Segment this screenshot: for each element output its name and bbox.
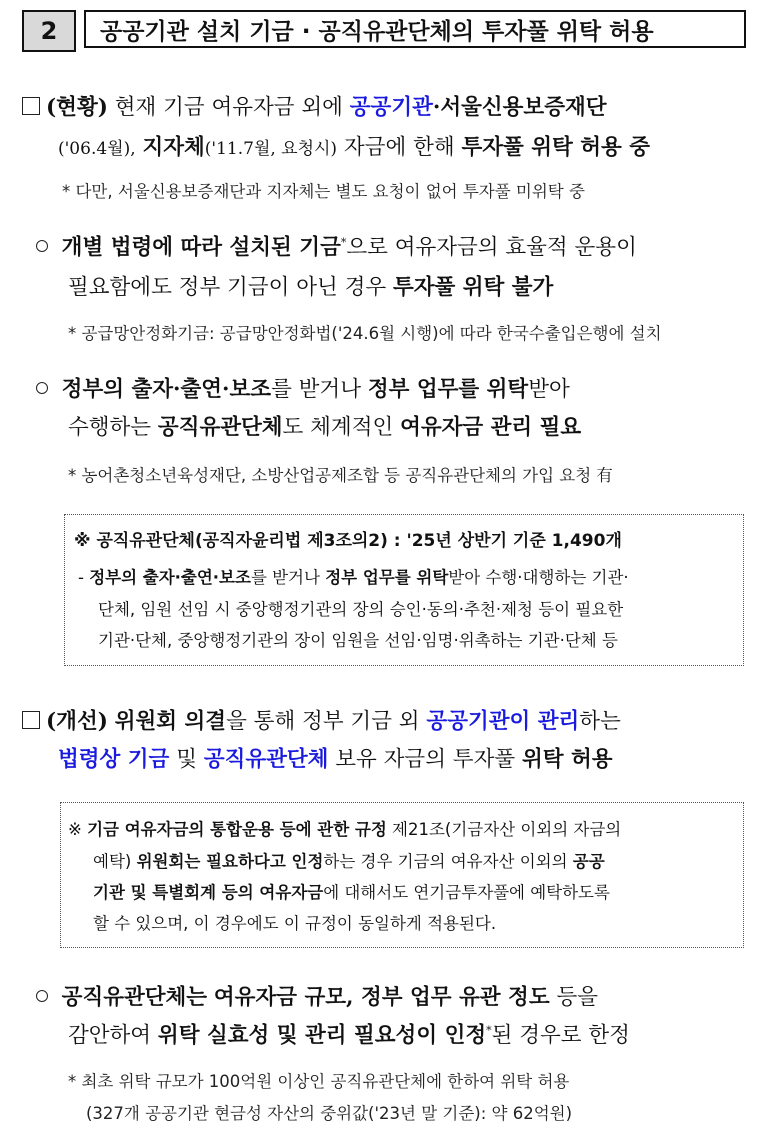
point2-text-3: 수행하는 xyxy=(68,415,152,440)
reform-text: 을 통해 정부 기금 외 xyxy=(226,709,420,734)
point2-bold-3: 공직유관단체 xyxy=(157,415,283,440)
box1-text: 를 받거나 xyxy=(250,568,320,587)
point3-text: 등을 xyxy=(556,985,598,1010)
point1-text-2: 필요함에도 정부 기금이 아닌 경우 xyxy=(68,275,387,300)
point2-bold-4: 여유자금 관리 필요 xyxy=(400,415,582,440)
point3-note-2: (327개 공공기관 현금성 자산의 중위값('23년 말 기준): 약 62억원) xyxy=(86,1104,573,1123)
point3-text-3: 된 경우로 한정 xyxy=(491,1023,630,1048)
point2-bold: 정부의 출자·출연·보조 xyxy=(61,377,272,402)
circle-bullet-icon xyxy=(36,990,48,1002)
reform-text-2: 하는 xyxy=(579,709,621,734)
box2-text-2: 예탁) xyxy=(93,852,132,871)
box2-text-4: 에 대해서도 연기금투자풀에 예탁하도록 xyxy=(323,883,610,902)
point1-bold: 개별 법령에 따라 설치된 기금 xyxy=(61,235,341,260)
date-text: ('06.4월), xyxy=(58,139,136,159)
current-note: * 다만, 서울신용보증재단과 지자체는 별도 요청이 없어 투자풀 미위탁 중 xyxy=(62,182,585,201)
box2-line-2 xyxy=(93,848,605,872)
reform-text-3: 보유 자금의 투자풀 xyxy=(335,747,516,772)
box2-line-1 xyxy=(68,816,621,840)
highlight-public-related: 공직유관단체 xyxy=(203,747,329,772)
dash-marker: - xyxy=(78,568,90,587)
circle-bullet-icon xyxy=(36,240,48,252)
box1-bold: 정부의 출자·출연·보조 xyxy=(89,568,251,587)
point3-note-1: * 최초 위탁 규모가 100억원 이상인 공직유관단체에 한하여 위탁 허용 xyxy=(68,1072,570,1091)
reform-label: (개선) xyxy=(46,709,108,734)
box2-line-3 xyxy=(93,879,610,903)
current-bold: ·서울신용보증재단 xyxy=(432,95,607,120)
point2-line-2 xyxy=(68,410,581,441)
current-text-2: 자금에 한해 xyxy=(343,135,455,160)
highlight-public-managed: 공공기관이 관리 xyxy=(426,709,580,734)
reform-and: 및 xyxy=(176,747,197,772)
reform-bold: 위원회 의결 xyxy=(114,709,227,734)
local-gov-text: 지자체 xyxy=(142,135,205,160)
box1-line-1 xyxy=(78,564,629,588)
point2-line-1 xyxy=(36,372,570,403)
box2-text-3: 하는 경우 기금의 여유자산 이외의 xyxy=(323,852,568,871)
current-bold-2: 투자풀 위탁 허용 중 xyxy=(461,135,651,160)
point2-text: 를 받거나 xyxy=(271,377,361,402)
point3-text-2: 감안하여 xyxy=(68,1023,152,1048)
current-text: 현재 기금 여유자금 외에 xyxy=(114,95,343,120)
point1-line-1 xyxy=(36,230,637,261)
reference-mark: ※ xyxy=(68,820,82,839)
date-text-2: ('11.7월, 요청시) xyxy=(204,139,338,159)
footnote-mark: * xyxy=(486,1023,492,1037)
box2-bold-3: 공공 xyxy=(572,852,605,871)
box2-bold-4: 기관 및 특별회계 등의 여유자금 xyxy=(93,883,324,902)
point3-bold: 공직유관단체는 xyxy=(61,985,208,1010)
box1-line-2: 단체, 임원 선임 시 중앙행정기관의 장의 승인·동의·추천·제청 등이 필요한 xyxy=(98,600,624,619)
point1-text: 으로 여유자금의 효율적 운용이 xyxy=(346,235,637,260)
current-label: (현황) xyxy=(46,95,108,120)
point3-bold-2: 여유자금 규모, 정부 업무 유관 정도 xyxy=(213,985,550,1010)
highlight-statutory-fund: 법령상 기금 xyxy=(58,747,170,772)
point2-text-2: 받아 xyxy=(528,377,570,402)
reform-bold-2: 위탁 허용 xyxy=(521,747,613,772)
point1-note: * 공급망안정화기금: 공급망안정화법('24.6월 시행)에 따라 한국수출입은행에 설치 xyxy=(68,324,662,343)
section-number: 2 xyxy=(22,10,76,52)
checkbox-square-icon xyxy=(22,711,40,729)
box1-text-2: 받아 수행·대행하는 기관· xyxy=(448,568,629,587)
box1-title: ※ 공직유관단체(공직자윤리법 제3조의2) : '25년 상반기 기준 1,490개 xyxy=(74,531,622,551)
current-line-1 xyxy=(22,90,607,121)
box1-bold-2: 정부 업무를 위탁 xyxy=(325,568,449,587)
point2-note: * 농어촌청소년육성재단, 소방산업공제조합 등 공직유관단체의 가입 요청 有 xyxy=(68,466,613,485)
point3-bold-3: 위탁 실효성 및 관리 필요성이 인정 xyxy=(157,1023,487,1048)
circle-bullet-icon xyxy=(36,382,48,394)
point2-text-4: 도 체계적인 xyxy=(282,415,394,440)
checkbox-square-icon xyxy=(22,97,40,115)
highlight-public-institution: 공공기관 xyxy=(349,95,433,120)
current-line-2 xyxy=(58,130,650,161)
box2-line-4: 할 수 있으며, 이 경우에도 이 규정이 동일하게 적용된다. xyxy=(93,914,497,933)
point3-line-2 xyxy=(68,1018,630,1049)
point1-bold-2: 투자풀 위탁 불가 xyxy=(392,275,554,300)
point2-bold-2: 정부 업무를 위탁 xyxy=(367,377,529,402)
reform-line-1 xyxy=(22,704,621,735)
section-title: 공공기관 설치 기금 · 공직유관단체의 투자풀 위탁 허용 xyxy=(84,10,746,48)
footnote-mark: * xyxy=(340,235,347,249)
box1-line-3: 기관·단체, 중앙행정기관의 장이 임원을 선임·임명·위촉하는 기관·단체 등 xyxy=(98,631,618,650)
point3-line-1 xyxy=(36,980,598,1011)
point1-line-2 xyxy=(68,270,553,301)
box2-bold-2: 위원회는 필요하다고 인정 xyxy=(136,852,324,871)
box2-text: 제21조(기금자산 이외의 자금의 xyxy=(392,820,622,839)
box2-bold: 기금 여유자금의 통합운용 등에 관한 규정 xyxy=(87,820,387,839)
reform-line-2 xyxy=(58,742,613,773)
